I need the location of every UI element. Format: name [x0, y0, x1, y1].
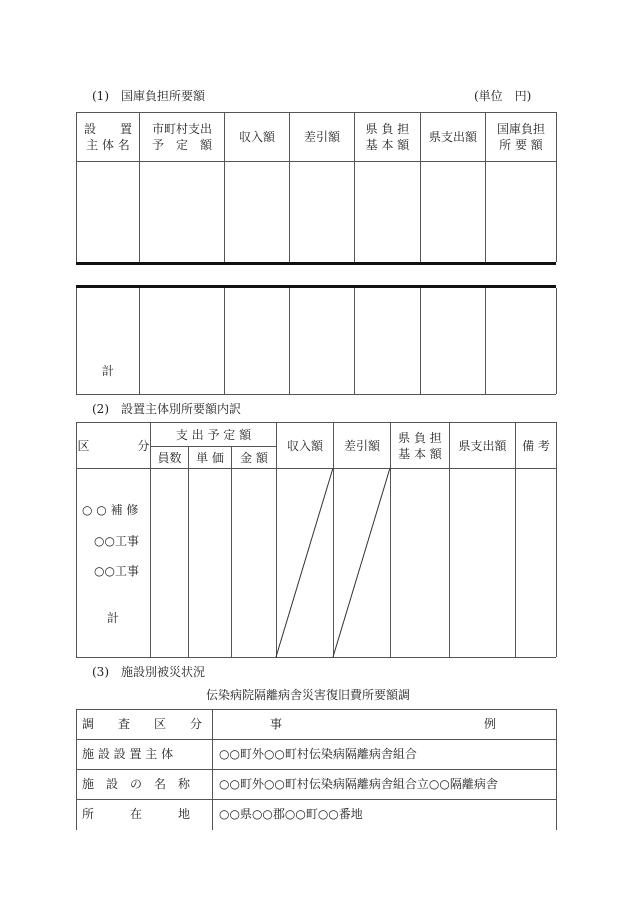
- row-label-location: 所 在 地: [82, 807, 191, 821]
- row-total: 計: [107, 611, 120, 625]
- header-pref-base: 県 負 担 基 本 額: [365, 122, 410, 152]
- header-deduction: 差引額: [343, 438, 380, 453]
- header-expense-group: 支 出 予 定 額: [175, 427, 252, 442]
- row-repair: ○ ○ 補 修: [82, 503, 139, 517]
- header-income: 収入額: [286, 438, 323, 453]
- header-count: 員数: [157, 450, 182, 465]
- header-national-burden: 国庫負担 所 要 額: [496, 122, 545, 152]
- header-amount: 金 額: [240, 450, 268, 465]
- header-income: 収入額: [238, 130, 275, 144]
- unit-label: (単位 円): [474, 89, 532, 103]
- row-work-2: ○○工事: [94, 564, 139, 578]
- row-value-location: ○○県○○郡○○町○○番地: [219, 807, 363, 821]
- header-deduction: 差引額: [303, 130, 340, 144]
- header-case-2: 例: [484, 717, 497, 731]
- header-pref-base: 県 負 担 基 本 額: [398, 430, 442, 461]
- table-title: 伝染病院隔離病舎災害復旧費所要額調: [206, 688, 411, 702]
- header-unit-price: 単 価: [196, 450, 224, 465]
- header-survey-category: 調 査 区 分: [82, 717, 203, 731]
- section1-title: (1) 国庫負担所要額: [92, 89, 205, 103]
- header-case-1: 事: [270, 717, 283, 731]
- row-work-1: ○○工事: [94, 534, 139, 548]
- row-label-entity: 施 設 設 置 主 体: [82, 747, 174, 761]
- header-pref-expense: 県支出額: [458, 438, 507, 453]
- row-value-name: ○○町外○○町村伝染病隔離病舎組合立○○隔離病舎: [219, 777, 498, 791]
- header-pref-expense: 県支出額: [428, 130, 477, 144]
- header-municipal-expense: 市町村支出 予 定 額: [151, 122, 212, 152]
- header-setting-entity: 設 置 主 体 名: [83, 122, 132, 152]
- row-label-name: 施 設 の 名 称: [82, 777, 191, 791]
- section2-title: (2) 設置主体別所要額内訳: [92, 402, 241, 416]
- header-kubun: 区 分: [77, 438, 150, 453]
- total-label: 計: [102, 364, 115, 378]
- row-value-entity: ○○町外○○町村伝染病隔離病舎組合: [219, 747, 417, 761]
- section3-title: (3) 施設別被災状況: [92, 665, 205, 679]
- header-remarks: 備 考: [522, 438, 550, 453]
